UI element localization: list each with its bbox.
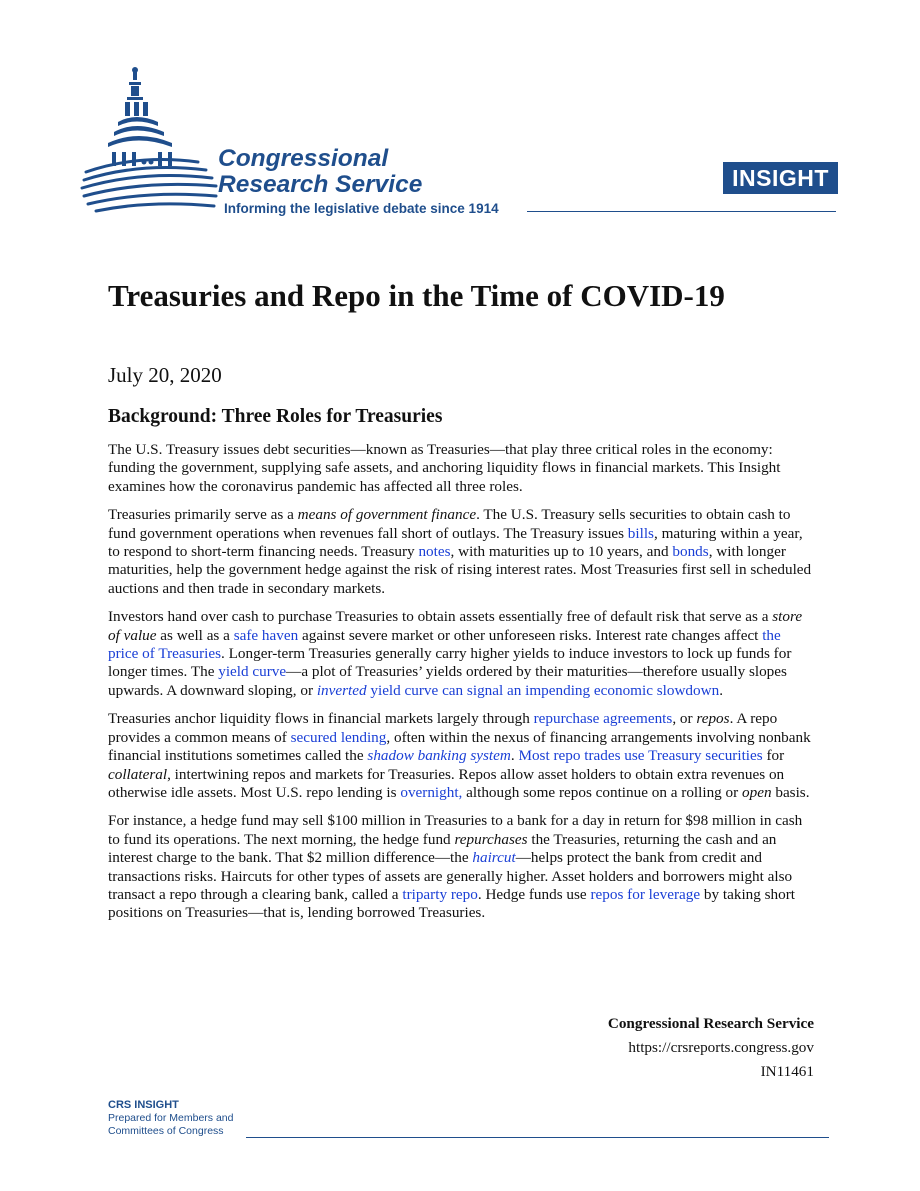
link-triparty-repo[interactable]: triparty repo xyxy=(402,885,478,903)
emphasis-text: repurchases xyxy=(454,830,528,848)
footer-doc-id: IN11461 xyxy=(760,1063,814,1080)
org-name xyxy=(218,146,422,198)
text-run: , or xyxy=(672,710,697,728)
text-run: , maturing within a year, to respond to short-term financing needs. Treasury xyxy=(108,524,803,561)
text-run: . A repo provides a common means of xyxy=(108,710,778,746)
footer-url[interactable]: https://crsreports.congress.gov xyxy=(628,1039,814,1056)
text-run: by taking short positions on Treasuries—that is, lending borrowed Treasuries. xyxy=(108,885,796,922)
text-run: . Hedge funds use xyxy=(477,885,591,903)
link-haircut[interactable]: haircut xyxy=(472,849,516,867)
text-run: against severe market or other unforeseen risks. Interest rate changes affect xyxy=(298,626,763,644)
emphasis-text: collateral xyxy=(108,765,168,783)
text-run: although some repos continue on a rolling or xyxy=(462,783,743,801)
paragraph-3 xyxy=(108,608,814,700)
link-yield-curve[interactable]: yield curve xyxy=(218,663,287,681)
text-run: . xyxy=(719,681,723,699)
publication-date: July 20, 2020 xyxy=(108,363,222,387)
text-run: —helps protect the bank from credit and transactions risks. Haircuts for other types of assets are generally higher. Asset holders and borrowers might also transact a repo through a clearing bank, called a xyxy=(108,849,793,903)
text-run: Treasuries primarily serve as a xyxy=(108,506,298,524)
text-run: . Longer-term Treasuries generally carry higher yields to induce investors to lock up funds for longer times. The xyxy=(108,645,792,681)
footer-prepared-line2: Committees of Congress xyxy=(108,1125,224,1137)
link-secured-lending[interactable]: secured lending xyxy=(290,728,387,746)
insight-badge: INSIGHT xyxy=(723,162,838,194)
emphasis-text: repos xyxy=(696,710,730,728)
paragraph-1: The U.S. Treasury issues debt securities—known as Treasuries—that play three critical roles in the economy: funding the government, supplying safe assets, and anchoring liquidity flows in financial markets. This Insight examines how the coronavirus pandemic has affected all three roles. xyxy=(108,441,781,495)
org-tagline: Informing the legislative debate since 1914 xyxy=(224,201,499,216)
link-safe-haven[interactable]: safe haven xyxy=(233,626,299,644)
link-shadow-banking[interactable]: shadow banking system xyxy=(367,747,511,765)
footer-prepared-line1: Prepared for Members and xyxy=(108,1112,234,1124)
emphasis-text: means of government finance xyxy=(297,506,477,524)
section-heading: Background: Three Roles for Treasuries xyxy=(108,406,443,427)
link-most-repo-trades[interactable]: Most repo trades use Treasury securities xyxy=(518,747,763,765)
link-bonds[interactable]: bonds xyxy=(672,543,709,561)
crs-logo xyxy=(78,66,538,218)
text-run: , often within the nexus of financing arrangements involving nonbank financial institutions sometimes called the xyxy=(108,728,811,765)
text-run: Treasuries anchor liquidity flows in financial markets largely through xyxy=(108,710,534,728)
text-run: as well as a xyxy=(156,626,234,644)
text-run: , with longer maturities, help the government hedge against the risk of rising interest rates. Most Treasuries first sell in scheduled auctions and then trade in secondary markets. xyxy=(108,543,812,597)
text-run: . The U.S. Treasury sells securities to obtain cash to fund government operations when revenues fall short of outlays. The Treasury issues xyxy=(108,506,791,542)
text-run: . xyxy=(510,747,519,765)
link-inverted[interactable]: inverted xyxy=(316,681,367,699)
link-economic-slowdown[interactable]: yield curve can signal an impending economic slowdown xyxy=(366,681,720,699)
link-notes[interactable]: notes xyxy=(418,543,451,561)
link-overnight[interactable]: overnight, xyxy=(400,783,463,801)
text-run: the Treasuries, returning the cash and an interest charge to the bank. That $2 million difference—the xyxy=(108,830,777,867)
paragraph-5 xyxy=(108,812,814,922)
paragraph-2 xyxy=(108,506,814,598)
link-repurchase-agreements[interactable]: repurchase agreements xyxy=(533,710,673,728)
text-run: Investors hand over cash to purchase Treasuries to obtain assets essentially free of default risk that serve as a xyxy=(108,608,773,626)
link-bills[interactable]: bills xyxy=(627,524,654,542)
footer-citation xyxy=(608,1012,814,1084)
link-repos-for-leverage[interactable]: repos for leverage xyxy=(590,885,701,903)
org-name-line2: Research Service xyxy=(218,171,423,198)
footer-divider xyxy=(246,1137,829,1138)
text-run: For instance, a hedge fund may sell $100 million in Treasuries to a bank for a day in return for $98 million in cash to fund its operations. The next morning, the hedge fund xyxy=(108,812,803,848)
text-run: , intertwining repos and markets for Treasuries. Repos allow asset holders to obtain extra revenues on otherwise idle assets. Most U.S. repo lending is xyxy=(108,765,785,801)
text-run: for xyxy=(762,747,785,765)
capitol-dome-icon xyxy=(78,66,228,218)
text-run: basis. xyxy=(771,783,810,801)
article-body xyxy=(108,404,814,933)
emphasis-text: open xyxy=(742,783,772,801)
paragraph-4 xyxy=(108,710,814,802)
crs-insight-footer xyxy=(108,1099,233,1138)
text-run: , with maturities up to 10 years, and xyxy=(450,543,673,561)
footer-crs-insight: CRS INSIGHT xyxy=(108,1099,179,1111)
page-title: Treasuries and Repo in the Time of COVID-19 xyxy=(108,278,725,313)
footer-org: Congressional Research Service xyxy=(607,1015,814,1032)
link-price-of-treasuries[interactable]: the price of Treasuries xyxy=(108,626,781,663)
emphasis-text: store of value xyxy=(108,608,803,644)
text-run: —a plot of Treasuries’ yields ordered by their maturities—therefore usually slopes upwards. A downward sloping, or xyxy=(108,663,787,699)
header-divider xyxy=(527,211,836,212)
org-name-line1: Congressional xyxy=(218,145,389,172)
